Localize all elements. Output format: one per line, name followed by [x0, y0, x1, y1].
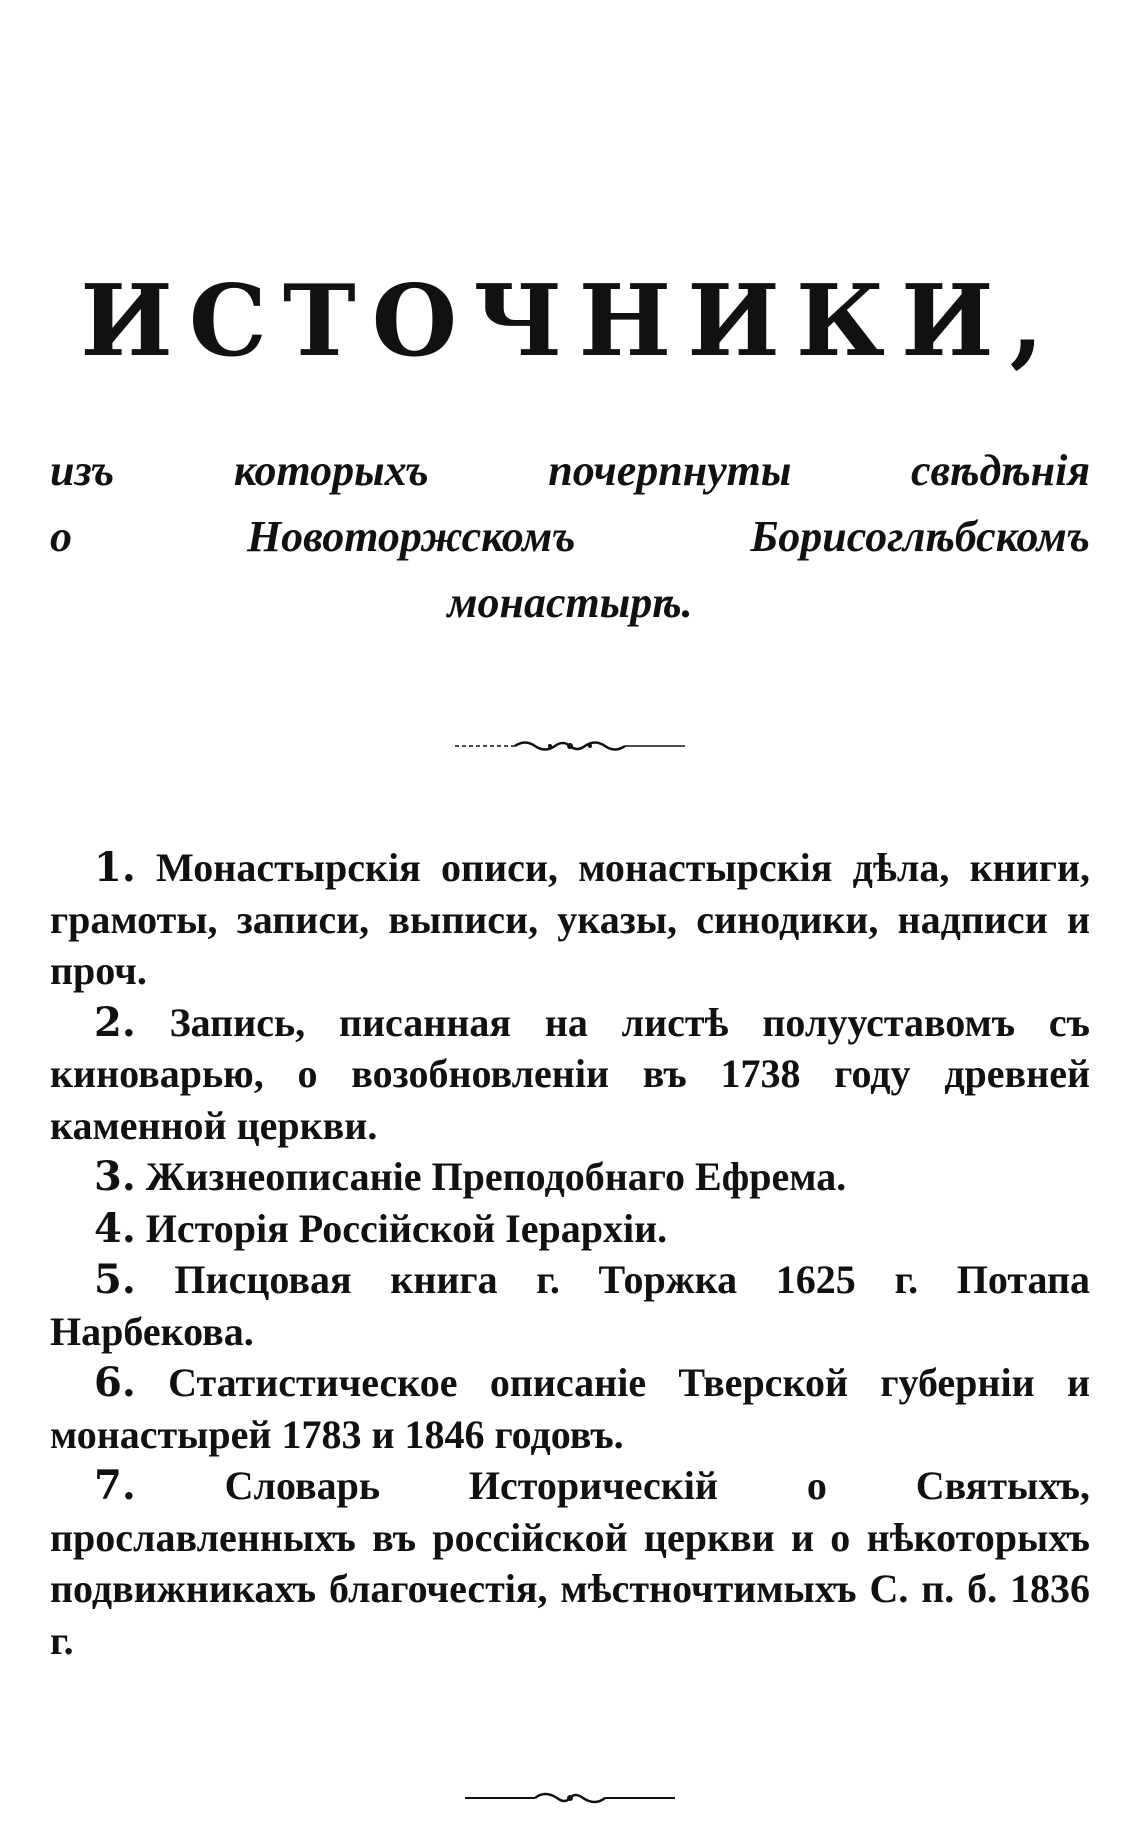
- subtitle-word: изъ: [50, 446, 115, 495]
- subtitle-word: которыхъ: [233, 446, 429, 495]
- list-item: 6. Статистическое описаніе Тверской губерніи и монастырей 1783 и 1846 годовъ.: [50, 1359, 1090, 1457]
- bottom-ornament-divider: [0, 1788, 1140, 1812]
- ornament-icon: [455, 736, 685, 756]
- list-item: 2. Запись, писанная на листѣ полууставомъ съ киноварью, о возобновленіи въ 1738 году древней каменной церкви.: [50, 998, 1090, 1148]
- list-item: 3. Жизнеописаніе Преподобнаго Ефрема.: [94, 1153, 847, 1200]
- subtitle-word: о: [50, 512, 72, 561]
- list-item: 7. Словарь Историческій о Святыхъ, прославленныхъ въ россійской церкви и о нѣкоторыхъ подвижникахъ благочестія, мѣстночтимыхъ С. п. б. 1836 г.: [50, 1462, 1090, 1663]
- subtitle-word: монастырѣ.: [447, 578, 693, 627]
- list-item: 1. Монастырскія описи, монастырскія дѣла, книги, грамоты, записи, выписи, указы, синодики, надписи и проч.: [50, 844, 1090, 993]
- sources-list: [50, 842, 1090, 1666]
- subtitle-word: Борисоглѣбскомъ: [750, 512, 1090, 561]
- subtitle-line-1: [50, 438, 1090, 504]
- subtitle-word: почерпнуты: [548, 446, 792, 495]
- subtitle-line-2: [50, 504, 1090, 570]
- top-ornament-divider: [0, 736, 1140, 760]
- subtitle-word: свѣдѣнія: [910, 446, 1090, 495]
- subtitle: [50, 438, 1090, 636]
- page-title: ИСТОЧНИКИ,: [80, 264, 1060, 379]
- subtitle-line-3: [50, 570, 1090, 636]
- ornament-icon: [465, 1788, 675, 1808]
- subtitle-word: Новоторжскомъ: [246, 512, 576, 561]
- list-item: 5. Писцовая книга г. Торжка 1625 г. Потапа Нарбекова.: [50, 1256, 1090, 1354]
- list-item: 4. Исторія Россійской Іерархіи.: [94, 1204, 668, 1252]
